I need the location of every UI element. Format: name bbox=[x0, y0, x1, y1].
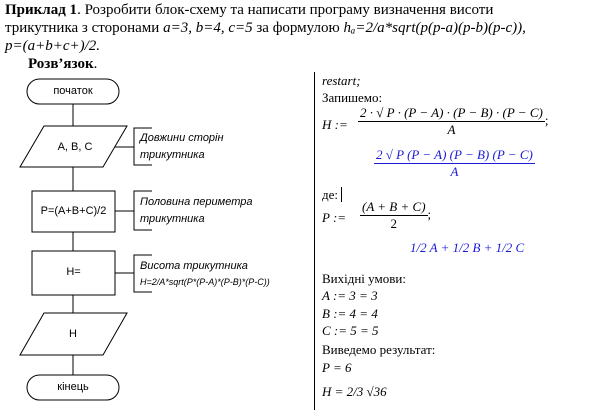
problem-text-2a: трикутника з сторонами bbox=[5, 20, 164, 36]
solution-dot: . bbox=[93, 56, 98, 72]
height-formula: hₐ=2/a*sqrt(p(p-a)(p-b)(p-c)), bbox=[343, 20, 526, 36]
perimeter-label: P=(A+B+C)/2 bbox=[40, 205, 107, 217]
p-output: 1/2 A + 1/2 B + 1/2 C bbox=[410, 240, 525, 255]
h-assign: H := bbox=[322, 117, 348, 132]
p-assign: P := bbox=[322, 210, 347, 225]
h-expression bbox=[358, 105, 548, 138]
note-half-perimeter-line2: трикутника bbox=[140, 213, 205, 225]
output-result-label: Виведемо результат: bbox=[322, 342, 436, 357]
h-output bbox=[374, 147, 535, 180]
note-height bbox=[140, 258, 248, 275]
problem-text-2b: за формулою bbox=[252, 20, 344, 36]
note-sides-line2: трикутника bbox=[140, 149, 205, 161]
h-denominator: A bbox=[358, 121, 545, 138]
side-values: a=3, b=4, c=5 bbox=[163, 20, 253, 36]
p-numerator: (A + B + C) bbox=[362, 199, 426, 214]
start-label: початок bbox=[53, 85, 93, 97]
note-height-formula: H=2/A*sqrt(P*(P-A)*(P-B)*(P-C)) bbox=[140, 277, 270, 287]
problem-text-1: . Розробити блок-схему та написати програму визначення висоти bbox=[77, 2, 494, 18]
p-semicolon: ; bbox=[427, 206, 432, 222]
input-label: A, B, C bbox=[57, 141, 93, 153]
perimeter-formula: p=(a+b+c+)/2. bbox=[5, 38, 101, 54]
where-label: де: bbox=[322, 187, 338, 202]
h-numerator: 2 · √ P · (P − A) · (P − B) · (P − C) bbox=[360, 105, 543, 120]
p-expression bbox=[360, 199, 431, 232]
solution-heading bbox=[28, 56, 97, 73]
p-result: P = 6 bbox=[322, 360, 352, 375]
maple-write-label: Запишемо: bbox=[322, 90, 383, 105]
note-sides bbox=[140, 130, 224, 164]
problem-line-2 bbox=[5, 20, 526, 37]
h-output-denominator: A bbox=[374, 163, 535, 180]
note-sides-line1: Довжини сторін bbox=[140, 132, 224, 144]
end-label: кінець bbox=[57, 381, 89, 393]
problem-line-1 bbox=[5, 2, 493, 19]
a-assign-line: A := 3 = 3 bbox=[322, 288, 378, 303]
solution-label: Розв’язок bbox=[28, 56, 94, 72]
h-output-numerator: 2 √ P (P − A) (P − B) (P − C) bbox=[376, 147, 533, 162]
maple-restart: restart; bbox=[322, 73, 361, 88]
h-result: H = 2/3 √36 bbox=[322, 384, 387, 399]
note-half-perimeter bbox=[140, 194, 252, 228]
flowchart bbox=[0, 73, 300, 418]
example-label: Приклад 1 bbox=[5, 2, 78, 18]
h-semicolon: ; bbox=[544, 112, 549, 128]
c-assign-line: C := 5 = 5 bbox=[322, 323, 379, 338]
initial-conditions-label: Вихідні умови: bbox=[322, 271, 406, 286]
note-height-line1: Висота трикутника bbox=[140, 260, 248, 272]
b-assign-line: B := 4 = 4 bbox=[322, 306, 378, 321]
height-label: H= bbox=[66, 266, 81, 278]
p-denominator: 2 bbox=[360, 215, 428, 232]
maple-bracket bbox=[314, 72, 315, 410]
note-half-perimeter-line1: Половина периметра bbox=[140, 196, 253, 208]
output-label: H bbox=[69, 328, 77, 340]
text-cursor bbox=[341, 187, 342, 202]
